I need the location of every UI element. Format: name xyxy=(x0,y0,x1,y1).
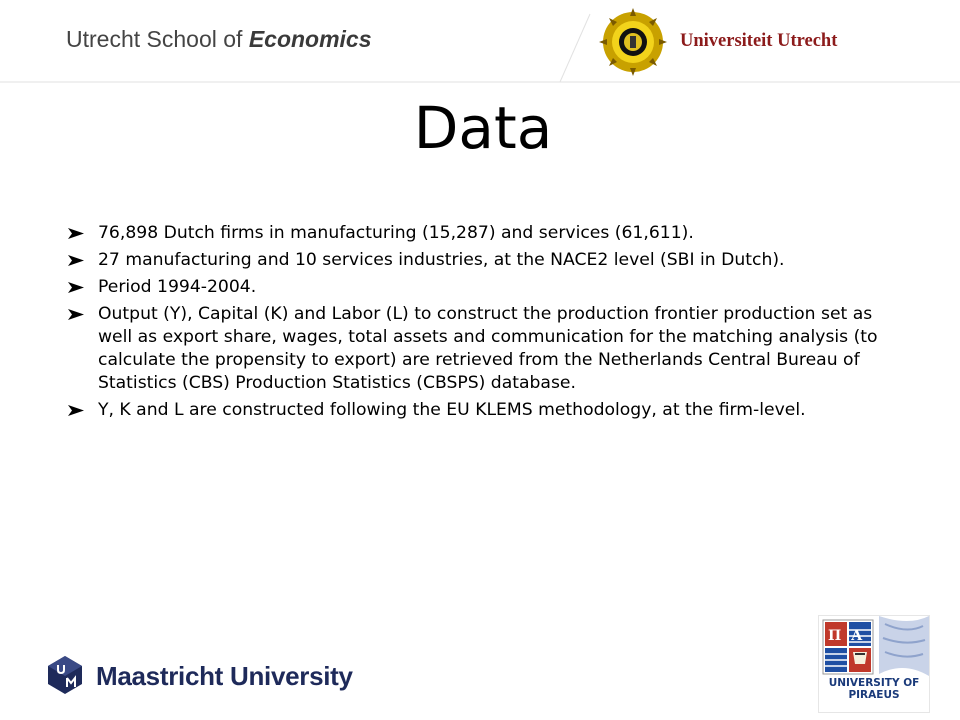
arrow-bullet-icon xyxy=(68,405,84,416)
arrow-bullet-icon xyxy=(68,282,84,293)
list-item xyxy=(66,303,886,395)
logo-text-regular: Utrecht School of xyxy=(66,26,249,52)
list-item xyxy=(66,222,886,245)
list-item xyxy=(66,249,886,272)
maastricht-university-text: Maastricht University xyxy=(96,661,353,691)
header-decoration xyxy=(0,0,960,100)
bullet-text: Output (Y), Capital (K) and Labor (L) to construct the production frontier production set as well as export share, wages, total assets and communication for the matching analysis (to calculate the propensity to export) are retrieved from the Netherlands Central Bureau of Statistics (CBS) Production Statistics (CBSPS) database. xyxy=(98,304,878,393)
arrow-bullet-icon xyxy=(68,255,84,266)
universiteit-utrecht-text: Universiteit Utrecht xyxy=(680,31,838,51)
bullet-text: 76,898 Dutch firms in manufacturing (15,287) and services (61,611). xyxy=(98,223,694,243)
bullet-list xyxy=(66,222,886,426)
um-logo-icon xyxy=(48,656,82,694)
piraeus-letters: ΠΑ xyxy=(828,628,873,644)
list-item xyxy=(66,276,886,299)
slide-title: Data xyxy=(413,94,553,162)
piraeus-logo xyxy=(818,615,930,713)
bullet-text: 27 manufacturing and 10 services industries, at the NACE2 level (SBI in Dutch). xyxy=(98,250,785,270)
logo-text-bold: Economics xyxy=(248,26,372,52)
bullet-text: Period 1994-2004. xyxy=(98,277,257,297)
university-of-piraeus-text: UNIVERSITY OF PIRAEUS xyxy=(828,677,920,701)
arrow-bullet-icon xyxy=(68,309,84,320)
arrow-bullet-icon xyxy=(68,228,84,239)
bullet-text: Y, K and L are constructed following the EU KLEMS methodology, at the firm-level. xyxy=(98,400,806,420)
list-item xyxy=(66,399,886,422)
